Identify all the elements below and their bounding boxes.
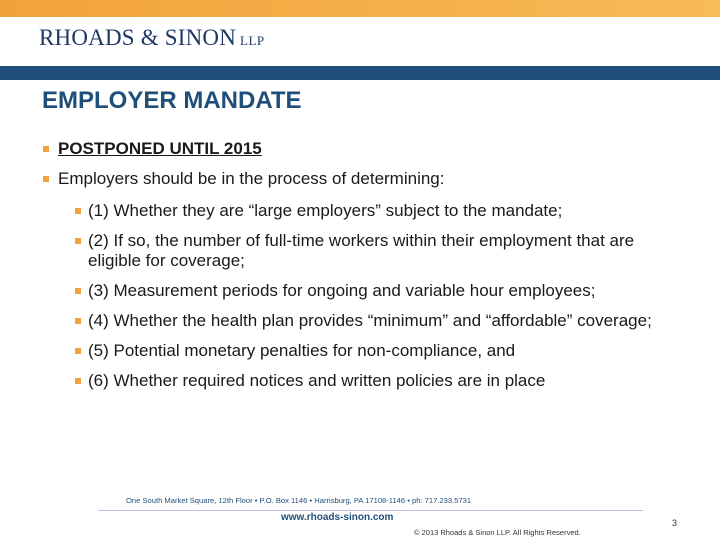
sub-bullet-item <box>74 231 688 271</box>
footer-address: One South Market Square, 12th Floor • P.O. Box 1146 • Harrisburg, PA 17108-1146 • ph: 717.233.5731 <box>126 496 472 505</box>
footer-website[interactable]: www.rhoads-sinon.com <box>281 512 394 523</box>
bullet-square-icon <box>75 208 81 214</box>
firm-name-text: RHOADS & SINON <box>39 25 237 50</box>
firm-suffix: LLP <box>240 33 265 48</box>
page-number: 3 <box>672 518 678 528</box>
bullet-square-icon <box>75 238 81 244</box>
header-divider-bar <box>0 66 720 80</box>
sub-bullet-text: (4) Whether the health plan provides “minimum” and “affordable” coverage; <box>88 311 652 330</box>
bullet-square-icon <box>75 288 81 294</box>
bullet-item <box>42 169 692 189</box>
bullet-square-icon <box>43 176 49 182</box>
sub-bullet-text: (2) If so, the number of full-time workers within their employment that are eligible for coverage; <box>88 231 635 270</box>
top-accent-bar <box>0 0 720 17</box>
bullet-square-icon <box>75 348 81 354</box>
bullet-square-icon <box>43 146 49 152</box>
bullet-text: Employers should be in the process of determining: <box>58 169 445 188</box>
sub-bullet-text: (5) Potential monetary penalties for non-compliance, and <box>88 341 516 360</box>
bullet-list <box>42 139 692 401</box>
sub-bullet-item <box>74 201 688 221</box>
bullet-item <box>42 139 692 159</box>
sub-bullet-item <box>74 311 688 331</box>
bullet-text: POSTPONED UNTIL 2015 <box>58 139 262 158</box>
sub-bullet-item <box>74 281 688 301</box>
sub-bullet-text: (6) Whether required notices and written policies are in place <box>88 371 546 390</box>
bullet-square-icon <box>75 378 81 384</box>
copyright-notice: © 2013 Rhoads & Sinon LLP. All Rights Reserved. <box>414 528 581 537</box>
firm-logo <box>39 25 265 51</box>
sub-bullet-item <box>74 371 688 391</box>
bullet-square-icon <box>75 318 81 324</box>
slide-title: EMPLOYER MANDATE <box>42 87 302 114</box>
sub-bullet-item <box>74 341 688 361</box>
footer-divider <box>98 510 643 511</box>
sub-bullet-text: (3) Measurement periods for ongoing and variable hour employees; <box>88 281 596 300</box>
sub-bullet-text: (1) Whether they are “large employers” subject to the mandate; <box>88 201 563 220</box>
